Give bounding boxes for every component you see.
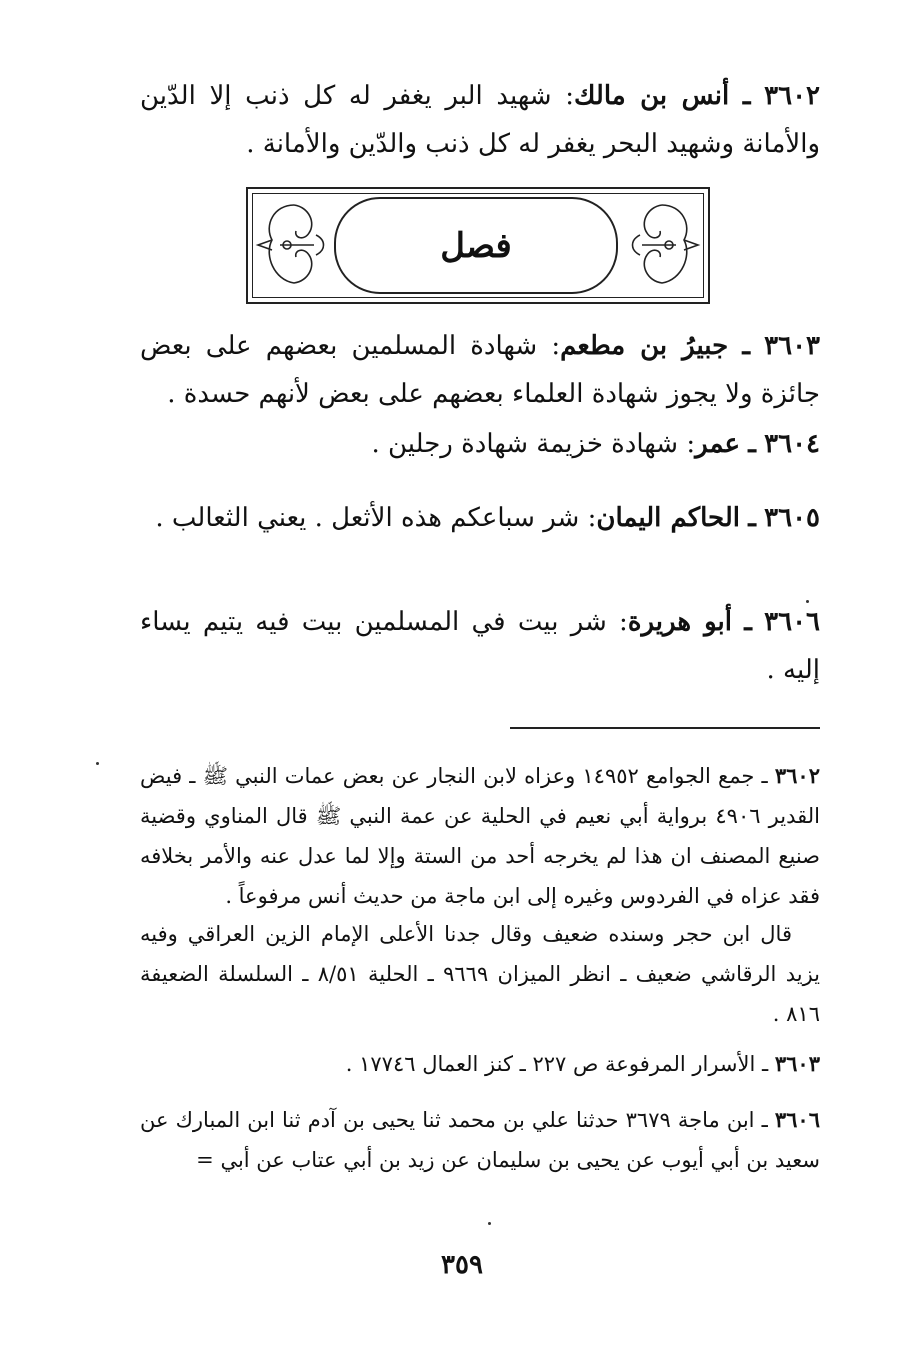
- entry-3602: [140, 72, 820, 168]
- entry-text: : شهيد البر يغفر له كل ذنب إلا الدّين والأمانة وشهيد البحر يغفر له كل ذنب والدّين والأمانة .: [140, 81, 820, 159]
- entry-text: : شر سباعكم هذه الأثعل . يعني الثعالب .: [155, 503, 597, 533]
- entry-number: ٣٦٠٥: [764, 503, 820, 533]
- footnote-3602-continued: [140, 914, 820, 1034]
- entry-3603: [140, 322, 820, 418]
- narrator-name: أنس بن مالك: [574, 81, 730, 111]
- entry-number: ٣٦٠٤: [764, 429, 820, 459]
- narrator-name: عمر: [695, 429, 740, 459]
- narrator-name: الحاكم اليمان: [596, 503, 740, 533]
- stray-dot: [488, 1222, 491, 1225]
- entry-text: : شهادة خزيمة شهادة رجلين .: [371, 429, 696, 459]
- entry-3604: [140, 420, 820, 468]
- entry-number: ٣٦٠٢: [764, 81, 821, 111]
- entry-dash: ـ: [742, 331, 750, 361]
- entry-3605: [140, 494, 820, 542]
- footnote-dash: ـ: [761, 1108, 768, 1132]
- heading-cartouche: [334, 197, 618, 294]
- narrator-name: أبو هريرة: [627, 607, 733, 637]
- footnote-number: ٣٦٠٣: [774, 1051, 820, 1076]
- section-heading-frame: [246, 187, 710, 304]
- entry-3606: [140, 598, 820, 694]
- footnote-number: ٣٦٠٢: [774, 763, 820, 788]
- stray-dot: [96, 762, 99, 765]
- footnote-text: قال ابن حجر وسنده ضعيف وقال جدنا الأعلى الإمام الزين العراقي وفيه يزيد الرقاشي ضعيف ـ انظر الميزان ٩٦٦٩ ـ الحلية ٨/٥١ ـ السلسلة الضعيفة ٨١٦ .: [140, 922, 820, 1026]
- footnote-3602: [140, 756, 820, 916]
- entry-dash: ـ: [742, 81, 751, 111]
- footnote-text: جمع الجوامع ١٤٩٥٢ وعزاه لابن النجار عن بعض عمات النبي ﷺ ـ فيض القدير ٤٩٠٦ برواية أبي نعيم في الحلية عن عمة النبي ﷺ قال المناوي وقضية صنيع المصنف ان هذا لم يخرجه أحد من الستة وإلا لما عدل عنه والأمر بخلافه فقد عزاه في الفردوس وغيره إلى ابن ماجة من حديث أنس مرفوعاً .: [140, 764, 820, 908]
- stray-dot: [806, 600, 809, 603]
- footnote-text: الأسرار المرفوعة ص ٢٢٧ ـ كنز العمال ١٧٧٤٦ .: [345, 1052, 756, 1076]
- entry-dash: ـ: [748, 503, 756, 533]
- footnote-3603: [140, 1044, 820, 1084]
- narrator-name: جبيرُ بن مطعم: [560, 331, 729, 361]
- arabesque-ornament-icon: [622, 195, 702, 295]
- footnote-dash: ـ: [762, 1052, 769, 1076]
- entry-number: ٣٦٠٦: [764, 607, 820, 637]
- entry-text: : شهادة المسلمين بعضهم على بعض جائزة ولا يجوز شهادة العلماء بعضهم على بعض لأنهم حسدة .: [140, 331, 820, 409]
- footnote-dash: ـ: [761, 764, 768, 788]
- arabesque-ornament-icon: [254, 195, 334, 295]
- page-number: ٣٥٩: [441, 1250, 483, 1280]
- entry-dash: ـ: [748, 429, 756, 459]
- footnote-number: ٣٦٠٦: [774, 1107, 820, 1132]
- section-heading: فصل: [440, 225, 512, 266]
- entry-dash: ـ: [744, 607, 752, 637]
- entry-text: : شر بيت في المسلمين بيت فيه يتيم يساء إليه .: [140, 607, 820, 685]
- footnote-3606: [140, 1100, 820, 1180]
- entry-number: ٣٦٠٣: [764, 331, 821, 361]
- footnote-separator: [510, 727, 820, 729]
- footnote-text: ابن ماجة ٣٦٧٩ حدثنا علي بن محمد ثنا يحيى بن آدم ثنا ابن المبارك عن سعيد بن أبي أيوب عن يحيى بن سليمان عن زيد بن أبي عتاب عن أبي =: [140, 1108, 820, 1172]
